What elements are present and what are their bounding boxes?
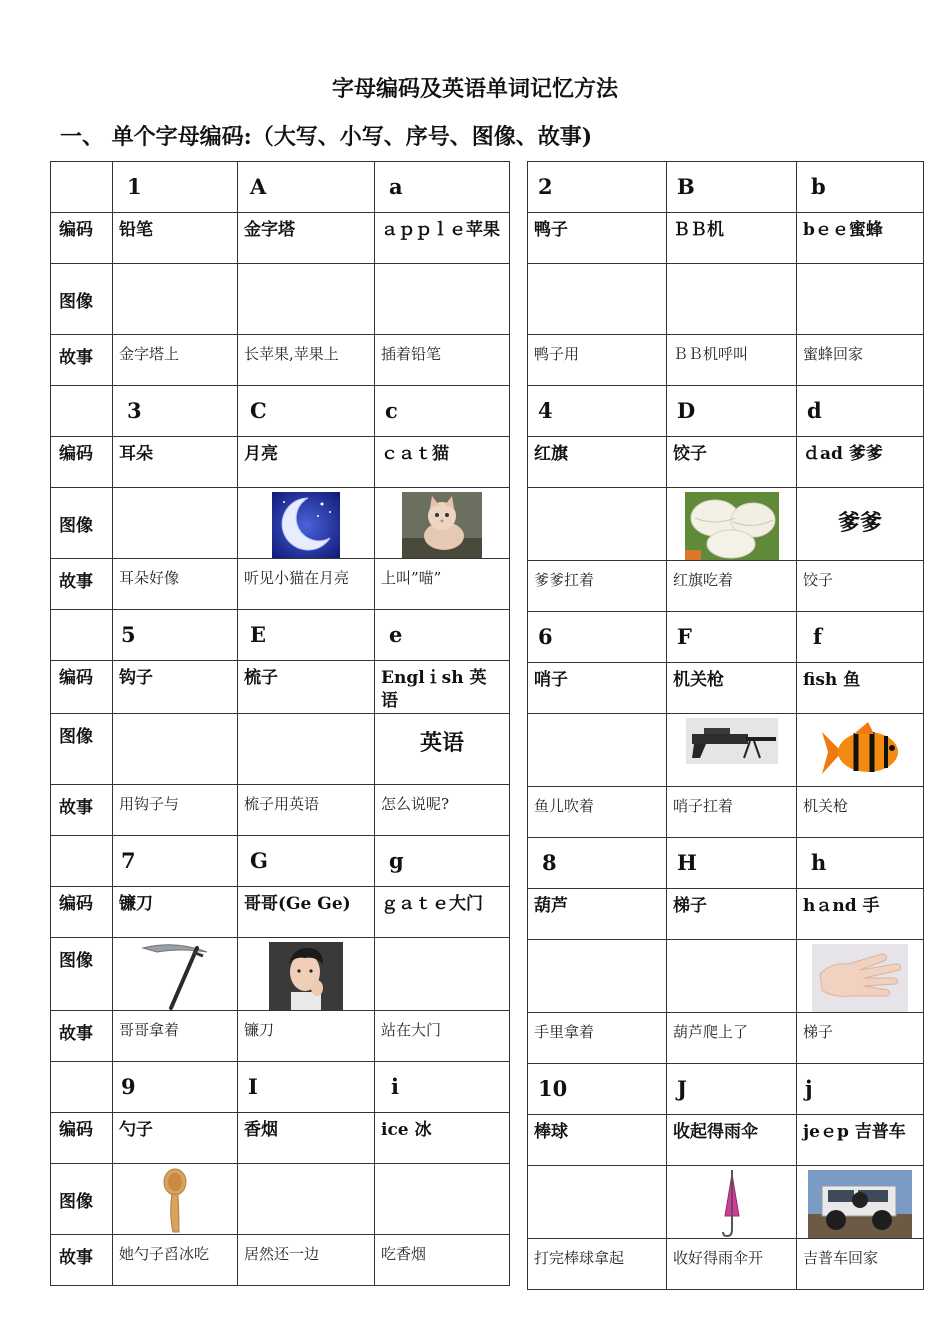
story-cell: 怎么说呢? [375, 785, 510, 836]
code-cell: 梳子 [238, 661, 375, 714]
uppercase-cell: J [667, 1064, 797, 1115]
lowercase-cell: g [375, 836, 510, 887]
code-row [528, 1115, 924, 1166]
number-cell: 7 [113, 836, 238, 887]
fish-photo [812, 718, 908, 786]
header-row [51, 836, 510, 887]
uppercase-cell: I [238, 1062, 375, 1113]
code-cell: 香烟 [238, 1113, 375, 1164]
cat-photo [402, 492, 482, 558]
letter-table-left [50, 161, 510, 1286]
code-label: 编码 [51, 887, 113, 938]
code-cell: ｄad 爹爹 [797, 437, 924, 488]
scythe-photo [135, 942, 215, 1010]
uppercase-cell: F [667, 612, 797, 663]
image-label: 图像 [51, 714, 113, 785]
uppercase-cell: A [238, 162, 375, 213]
code-cell: 哥哥(Ge Ge) [238, 887, 375, 938]
image-cell [667, 264, 797, 335]
code-cell: ice 冰 [375, 1113, 510, 1164]
code-cell: 铅笔 [113, 213, 238, 264]
image-cell [113, 264, 238, 335]
empty-cell [51, 386, 113, 437]
image-row [528, 714, 924, 787]
lowercase-cell: i [375, 1062, 510, 1113]
letter-table-right [527, 161, 924, 1290]
uppercase-cell: G [238, 836, 375, 887]
story-cell: 吉普车回家 [797, 1239, 924, 1290]
story-label: 故事 [51, 335, 113, 386]
story-row [528, 335, 924, 386]
image-cell [238, 264, 375, 335]
story-row [51, 335, 510, 386]
header-row [528, 1064, 924, 1115]
image-label: 图像 [51, 264, 113, 335]
hand-photo [812, 944, 908, 1012]
number-cell: 3 [113, 386, 238, 437]
code-label: 编码 [51, 213, 113, 264]
code-row [528, 213, 924, 264]
number-cell: 2 [528, 162, 667, 213]
number-cell: 4 [528, 386, 667, 437]
image-cell [667, 714, 797, 787]
code-cell: ａｐｐｌｅ苹果 [375, 213, 510, 264]
code-row [51, 437, 510, 488]
image-cell [238, 938, 375, 1011]
story-cell: 长苹果,苹果上 [238, 335, 375, 386]
lowercase-cell: a [375, 162, 510, 213]
image-cell [528, 264, 667, 335]
image-cell [667, 940, 797, 1013]
story-cell: 插着铅笔 [375, 335, 510, 386]
story-label: 故事 [51, 785, 113, 836]
image-label: 图像 [51, 938, 113, 1011]
empty-cell [51, 610, 113, 661]
image-cell [113, 938, 238, 1011]
lowercase-cell: b [797, 162, 924, 213]
image-label: 图像 [51, 1164, 113, 1235]
empty-cell [51, 1062, 113, 1113]
image-row [51, 264, 510, 335]
code-cell: ｇａｔｅ大门 [375, 887, 510, 938]
image-cell [797, 940, 924, 1013]
image-row [51, 488, 510, 559]
code-cell: 勺子 [113, 1113, 238, 1164]
story-cell: 哨子扛着 [667, 787, 797, 838]
story-label: 故事 [51, 1011, 113, 1062]
story-cell: 用钩子与 [113, 785, 238, 836]
story-row [528, 1239, 924, 1290]
code-cell: 哨子 [528, 663, 667, 714]
story-cell: 金字塔上 [113, 335, 238, 386]
image-cell [375, 938, 510, 1011]
image-cell [797, 264, 924, 335]
uppercase-cell: D [667, 386, 797, 437]
story-cell: 饺子 [797, 561, 924, 612]
number-cell: 10 [528, 1064, 667, 1115]
code-row [528, 437, 924, 488]
code-cell: bｅｅ蜜蜂 [797, 213, 924, 264]
umbrella-photo [717, 1170, 747, 1238]
story-label: 故事 [51, 559, 113, 610]
story-cell: ＢＢ机呼叫 [667, 335, 797, 386]
story-cell: 鱼儿吹着 [528, 787, 667, 838]
header-row [51, 386, 510, 437]
story-cell: 葫芦爬上了 [667, 1013, 797, 1064]
dumplings-photo [685, 492, 779, 560]
image-cell [528, 1166, 667, 1239]
code-cell: 棒球 [528, 1115, 667, 1166]
code-cell: Englｉsh 英语 [375, 661, 510, 714]
code-row [51, 887, 510, 938]
code-cell: 红旗 [528, 437, 667, 488]
code-cell: 金字塔 [238, 213, 375, 264]
empty-cell [51, 836, 113, 887]
wooden-spoon-photo [155, 1168, 195, 1234]
story-row [528, 787, 924, 838]
story-cell: 鸭子用 [528, 335, 667, 386]
jeep-photo [808, 1170, 912, 1238]
image-cell [375, 1164, 510, 1235]
code-cell: jeｅp 吉普车 [797, 1115, 924, 1166]
code-cell: ｃａｔ猫 [375, 437, 510, 488]
uppercase-cell: E [238, 610, 375, 661]
image-row [528, 488, 924, 561]
image-cell [797, 488, 924, 561]
image-cell [797, 714, 924, 787]
portrait-photo [269, 942, 343, 1010]
header-row [51, 162, 510, 213]
story-cell: 手里拿着 [528, 1013, 667, 1064]
image-row [51, 714, 510, 785]
number-cell: 9 [113, 1062, 238, 1113]
story-row [528, 561, 924, 612]
story-cell: 红旗吃着 [667, 561, 797, 612]
code-cell: 饺子 [667, 437, 797, 488]
code-row [51, 213, 510, 264]
story-cell: 居然还一边 [238, 1235, 375, 1286]
image-text: 英语 [419, 730, 464, 756]
code-cell: 葫芦 [528, 889, 667, 940]
image-cell [113, 488, 238, 559]
code-cell: 耳朵 [113, 437, 238, 488]
empty-cell [51, 162, 113, 213]
number-cell: 8 [528, 838, 667, 889]
story-cell: 收好得雨伞开 [667, 1239, 797, 1290]
image-cell [667, 1166, 797, 1239]
lowercase-cell: h [797, 838, 924, 889]
code-cell: 镰刀 [113, 887, 238, 938]
image-cell [667, 488, 797, 561]
story-cell: 打完棒球拿起 [528, 1239, 667, 1290]
image-cell [113, 1164, 238, 1235]
story-row [51, 785, 510, 836]
story-row [51, 1011, 510, 1062]
story-cell: 站在大门 [375, 1011, 510, 1062]
number-cell: 6 [528, 612, 667, 663]
moon-icon [272, 492, 340, 558]
number-cell: 5 [113, 610, 238, 661]
image-cell [375, 714, 510, 785]
story-cell: 耳朵好像 [113, 559, 238, 610]
image-row [528, 940, 924, 1013]
code-cell: 钩子 [113, 661, 238, 714]
header-row [528, 612, 924, 663]
page-title: 字母编码及英语单词记忆方法 [331, 76, 618, 102]
code-row [51, 661, 510, 714]
image-label: 图像 [51, 488, 113, 559]
image-cell [375, 264, 510, 335]
section-heading: 一、 单个字母编码:（大写、小写、序号、图像、故事) [60, 124, 593, 150]
image-cell [528, 940, 667, 1013]
machine-gun-photo [686, 718, 778, 764]
story-cell: 梳子用英语 [238, 785, 375, 836]
header-row [528, 838, 924, 889]
story-row [51, 1235, 510, 1286]
image-cell [797, 1166, 924, 1239]
image-cell [528, 488, 667, 561]
code-cell: 梯子 [667, 889, 797, 940]
code-label: 编码 [51, 661, 113, 714]
code-cell: ＢＢ机 [667, 213, 797, 264]
lowercase-cell: j [797, 1064, 924, 1115]
story-cell: 她勺子舀冰吃 [113, 1235, 238, 1286]
header-row [528, 386, 924, 437]
code-row [51, 1113, 510, 1164]
story-cell: 蜜蜂回家 [797, 335, 924, 386]
lowercase-cell: d [797, 386, 924, 437]
code-cell: hａnd 手 [797, 889, 924, 940]
lowercase-cell: e [375, 610, 510, 661]
code-row [528, 663, 924, 714]
image-cell [528, 714, 667, 787]
code-cell: fish 鱼 [797, 663, 924, 714]
image-row [51, 1164, 510, 1235]
image-cell [238, 1164, 375, 1235]
story-cell: 机关枪 [797, 787, 924, 838]
code-cell: 月亮 [238, 437, 375, 488]
header-row [528, 162, 924, 213]
story-cell: 上叫”喵” [375, 559, 510, 610]
uppercase-cell: C [238, 386, 375, 437]
lowercase-cell: f [797, 612, 924, 663]
story-row [528, 1013, 924, 1064]
story-row [51, 559, 510, 610]
image-row [51, 938, 510, 1011]
lowercase-cell: c [375, 386, 510, 437]
story-cell: 吃香烟 [375, 1235, 510, 1286]
story-cell: 哥哥拿着 [113, 1011, 238, 1062]
image-cell [238, 714, 375, 785]
code-label: 编码 [51, 1113, 113, 1164]
story-cell: 镰刀 [238, 1011, 375, 1062]
image-cell [375, 488, 510, 559]
code-cell: 鸭子 [528, 213, 667, 264]
header-row [51, 1062, 510, 1113]
code-row [528, 889, 924, 940]
code-cell: 收起得雨伞 [667, 1115, 797, 1166]
image-text: 爹爹 [837, 510, 882, 536]
story-label: 故事 [51, 1235, 113, 1286]
code-cell: 机关枪 [667, 663, 797, 714]
image-row [528, 264, 924, 335]
image-cell [238, 488, 375, 559]
code-label: 编码 [51, 437, 113, 488]
uppercase-cell: B [667, 162, 797, 213]
number-cell: 1 [113, 162, 238, 213]
image-cell [113, 714, 238, 785]
image-row [528, 1166, 924, 1239]
header-row [51, 610, 510, 661]
uppercase-cell: H [667, 838, 797, 889]
story-cell: 梯子 [797, 1013, 924, 1064]
story-cell: 听见小猫在月亮 [238, 559, 375, 610]
story-cell: 爹爹扛着 [528, 561, 667, 612]
